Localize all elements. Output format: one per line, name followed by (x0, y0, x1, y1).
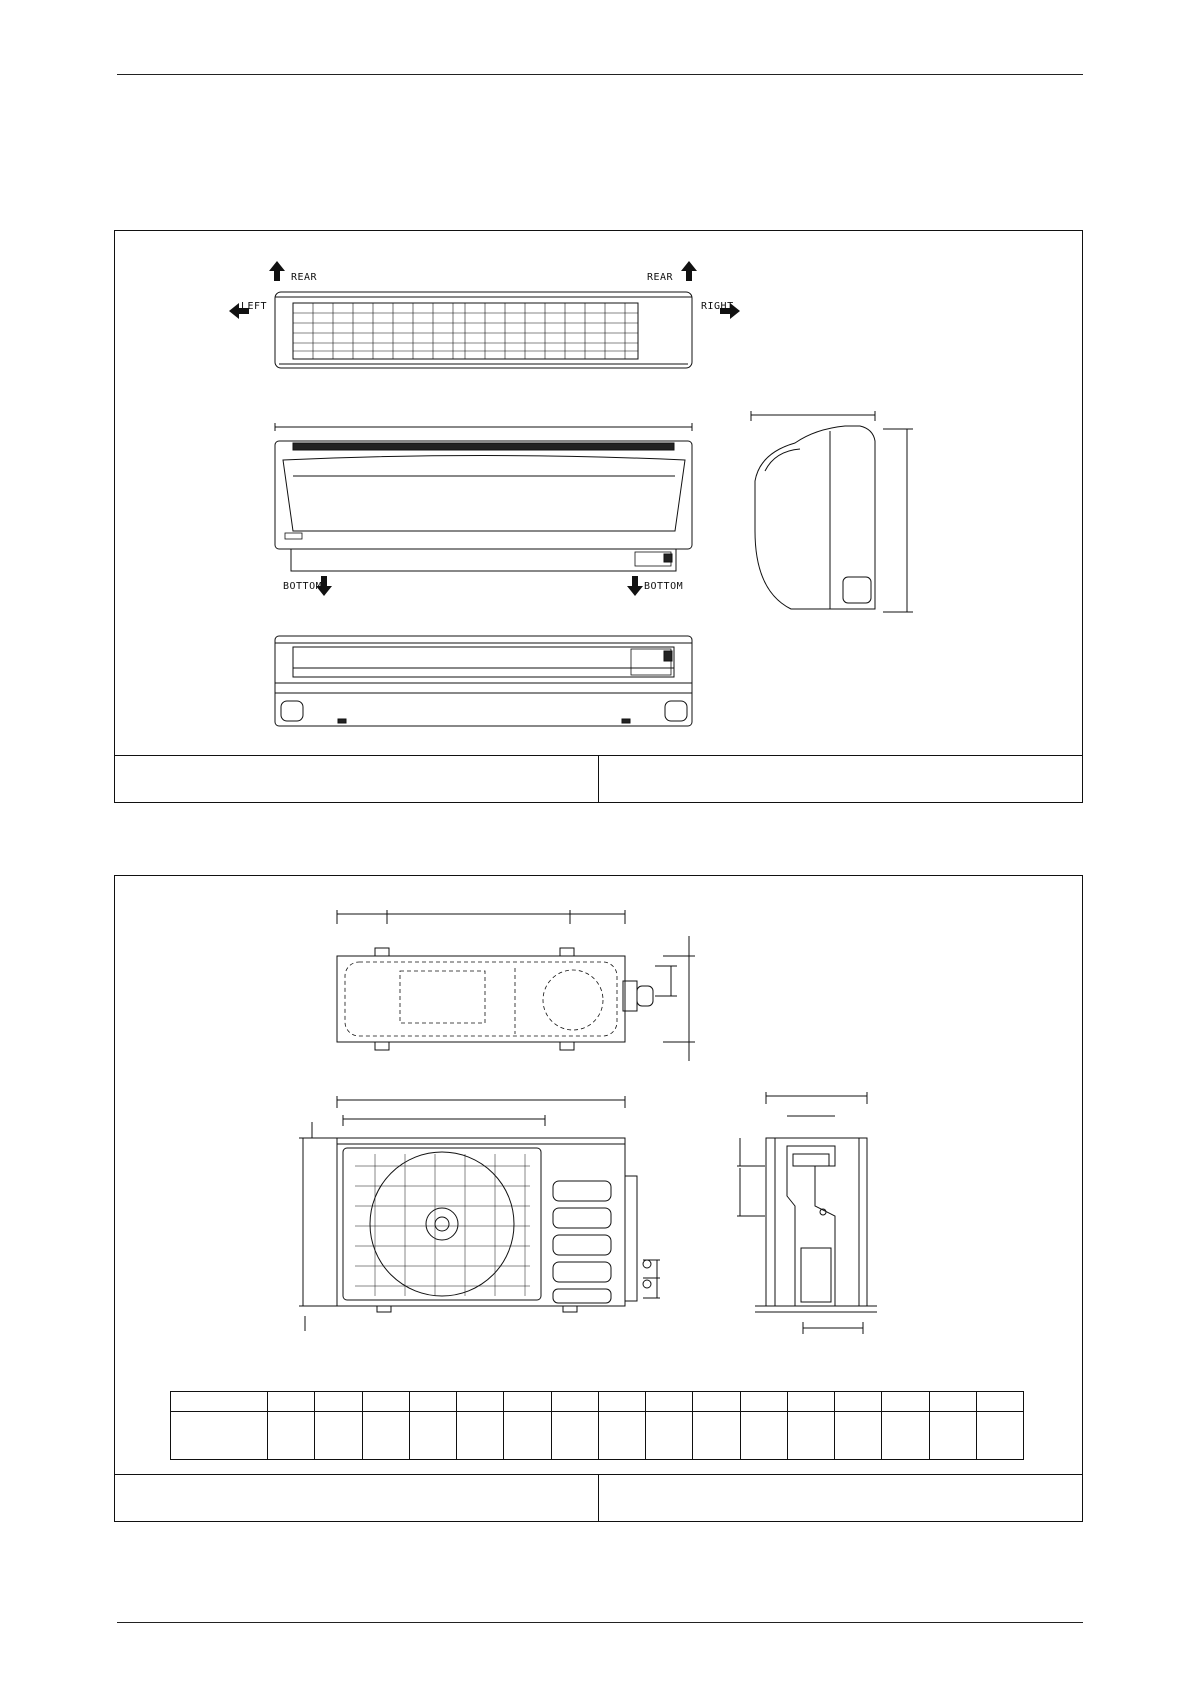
arrow-up-icon (681, 261, 697, 281)
table-cell (409, 1392, 456, 1412)
table-cell (457, 1412, 504, 1460)
indoor-unit-drawing-frame (114, 230, 1083, 803)
table-cell (362, 1392, 409, 1412)
dimension-table-value-row (171, 1412, 1024, 1460)
indoor-caption-left (115, 756, 598, 802)
table-cell (882, 1392, 929, 1412)
indoor-caption-row (115, 755, 1082, 802)
table-cell (976, 1392, 1023, 1412)
table-cell (171, 1412, 268, 1460)
table-cell (693, 1392, 740, 1412)
table-cell (693, 1412, 740, 1460)
table-cell (268, 1392, 315, 1412)
table-cell (551, 1392, 598, 1412)
table-cell (409, 1412, 456, 1460)
table-cell (740, 1392, 787, 1412)
table-cell (787, 1412, 834, 1460)
page-header-rule (117, 74, 1083, 75)
table-cell (646, 1412, 693, 1460)
table-cell (315, 1392, 362, 1412)
outdoor-unit-drawing (115, 876, 1084, 1476)
table-cell (882, 1412, 929, 1460)
table-cell (551, 1412, 598, 1460)
table-cell (740, 1412, 787, 1460)
table-cell (268, 1412, 315, 1460)
outdoor-unit-drawing-frame (114, 875, 1083, 1522)
bottom-left-label: BOTTOM (283, 581, 323, 592)
bottom-right-label: BOTTOM (644, 581, 684, 592)
rear-right-label: REAR (647, 272, 674, 283)
table-cell (787, 1392, 834, 1412)
table-cell (315, 1412, 362, 1460)
page-footer-rule (117, 1622, 1083, 1623)
table-cell (929, 1412, 976, 1460)
table-cell (835, 1392, 882, 1412)
table-cell (835, 1412, 882, 1460)
table-cell (976, 1412, 1023, 1460)
right-label: RIGHT (701, 301, 734, 312)
table-cell (598, 1392, 645, 1412)
outdoor-caption-right (598, 1475, 1082, 1521)
table-cell (646, 1392, 693, 1412)
outdoor-dimension-table (170, 1391, 1024, 1460)
table-cell (362, 1412, 409, 1460)
arrow-up-icon (269, 261, 285, 281)
table-cell (598, 1412, 645, 1460)
table-cell (929, 1392, 976, 1412)
table-cell (457, 1392, 504, 1412)
table-cell (504, 1412, 551, 1460)
table-cell (171, 1392, 268, 1412)
indoor-caption-right (598, 756, 1082, 802)
left-label: LEFT (241, 301, 268, 312)
arrow-down-icon (627, 576, 643, 596)
dimension-table-header-row (171, 1392, 1024, 1412)
rear-left-label: REAR (291, 272, 318, 283)
outdoor-caption-row (115, 1474, 1082, 1521)
table-cell (504, 1392, 551, 1412)
outdoor-caption-left (115, 1475, 598, 1521)
